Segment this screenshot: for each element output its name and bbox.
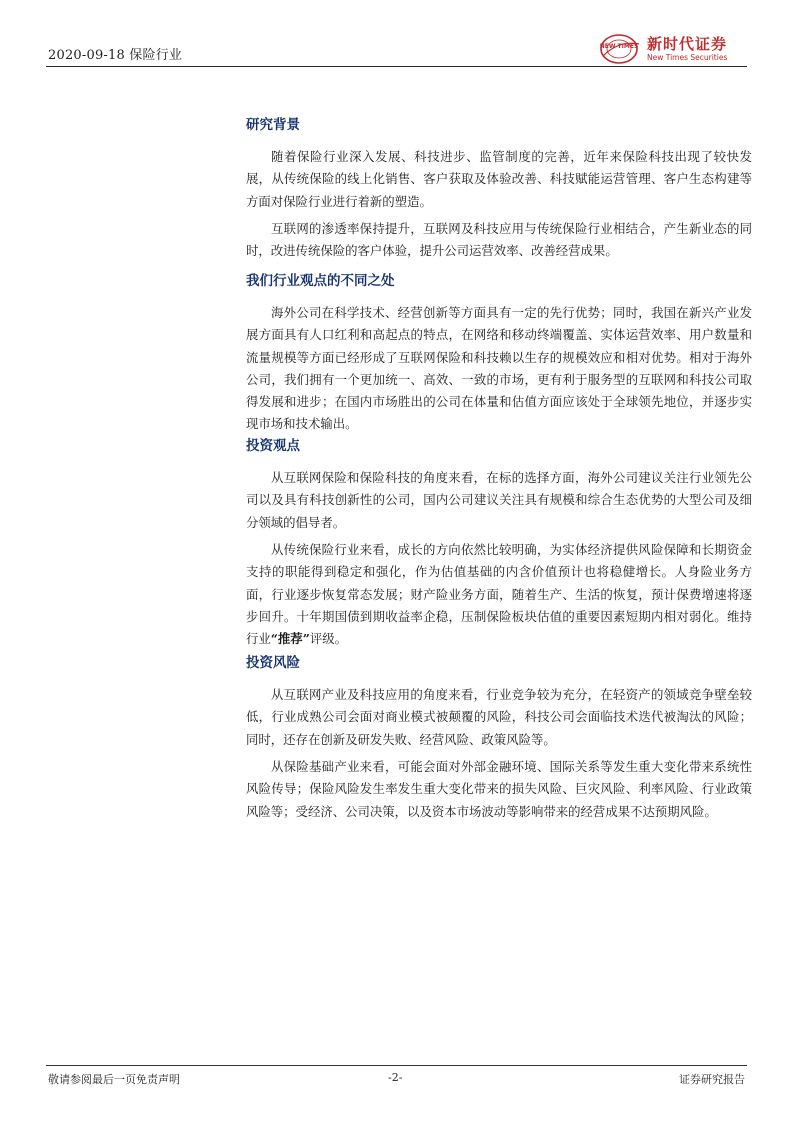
industry-name: 保险行业 [129, 48, 183, 63]
disclaimer-link[interactable]: 敬请参阅最后一页免责声明 [48, 1073, 180, 1086]
logo-english-name: New Times Securities [647, 53, 728, 62]
rating-label: “推荐” [270, 631, 310, 647]
section-title: 投资风险 [246, 655, 300, 671]
section-different-views [246, 270, 752, 432]
paragraph: 从互联网产业及科技应用的角度来看，行业竞争较为充分，在轻资产的领域竞争壁垒较低，行业成熟公司会面对商业模式被颠覆的风险，科技公司会面临技术迭代被淘汰的风险；同时，还存在创新及研发失败、经营风险、政策风险等。 [246, 687, 752, 747]
section-title: 我们行业观点的不同之处 [246, 273, 395, 289]
footer-divider [46, 1065, 747, 1066]
section-title: 研究背景 [246, 117, 300, 133]
paragraph: 互联网的渗透率保持提升，互联网及科技应用与传统保险行业相结合，产生新业态的同时，改进传统保险的客户体验，提升公司运营效率、改善经营成果。 [246, 221, 752, 259]
svg-text:NEW TIMES: NEW TIMES [599, 43, 639, 50]
logo-chinese-name: 新时代证券 [647, 35, 728, 53]
company-logo [599, 32, 747, 66]
new-times-logo-icon [599, 32, 643, 66]
rating-suffix: 评级。 [309, 631, 347, 647]
section-research-background [246, 114, 752, 259]
page-number: -2- [388, 1071, 403, 1084]
paragraph: 海外公司在科学技术、经营创新等方面具有一定的先行优势；同时，我国在新兴产业发展方面具有人口红利和高起点的特点，在网络和移动终端覆盖、实体运营效率、用户数量和流量规模等方面已经形成了互联网保险和科技赖以生存的规模效应和相对优势。相对于海外公司，我们拥有一个更加统一、高效、一致的市场，更有利于服务型的互联网和科技公司取得发展和进步；在国内市场胜出的公司在体量和估值方面应该处于全球领先地位，并逐步实现市场和技术输出。 [246, 305, 752, 432]
report-date: 2020-09-18 [48, 48, 125, 63]
paragraph: 随着保险行业深入发展、科技进步、监管制度的完善，近年来保险科技出现了较快发展，从传统保险的线上化销售、客户获取及体验改善、科技赋能运营管理、客户生态构建等方面对保险行业进行着新的塑造。 [246, 149, 752, 209]
paragraph-text: 从传统保险行业来看，成长的方向依然比较明确，为实体经济提供风险保障和长期资金支持的职能得到稳定和强化，作为估值基础的内含价值预计也将稳健增长。人身险业务方面，行业逐步恢复常态发展；财产险业务方面，随着生产、生活的恢复，预计保费增速将逐步回升。十年期国债到期收益率企稳，压制保险板块估值的重要因素短期内相对弱化。维持行业 [246, 542, 752, 647]
header-meta [48, 44, 182, 63]
section-investment-risks [246, 652, 752, 819]
page-header [46, 30, 747, 66]
section-title: 投资观点 [246, 438, 300, 454]
report-type: 证券研究报告 [679, 1073, 745, 1086]
section-investment-views [246, 435, 752, 647]
paragraph: 从保险基础产业来看，可能会面对外部金融环境、国际关系等发生重大变化带来系统性风险传导；保险风险发生率发生重大变化带来的损失风险、巨灾风险、利率风险、行业政策风险等；受经济、公司决策，以及资本市场波动等影响带来的经营成果不达预期风险。 [246, 759, 752, 819]
paragraph: 从互联网保险和保险科技的角度来看，在标的选择方面，海外公司建议关注行业领先公司以及具有科技创新性的公司，国内公司建议关注具有规模和综合生态优势的大型公司及细分领域的倡导者。 [246, 470, 752, 530]
header-divider [46, 66, 747, 67]
paragraph-rating [246, 539, 752, 650]
